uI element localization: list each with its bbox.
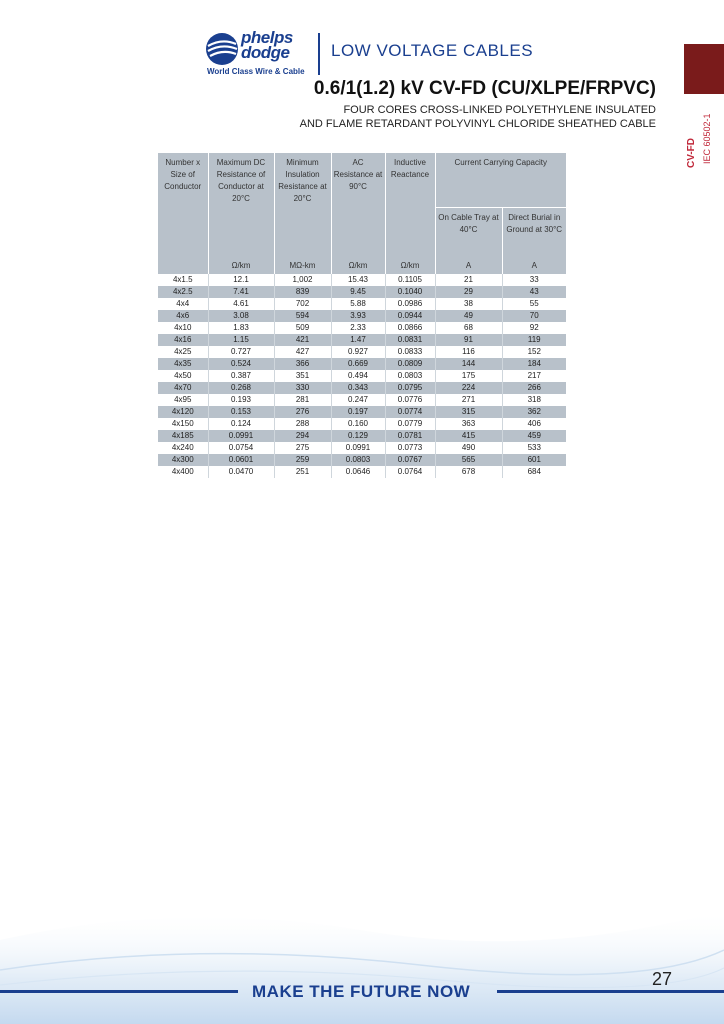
cell-reactance: 0.0866 <box>385 322 435 334</box>
cell-size: 4x70 <box>158 382 208 394</box>
col-header-cable-tray: On Cable Tray at 40°C <box>435 208 502 257</box>
cell-dc-resistance: 0.387 <box>208 370 274 382</box>
cell-size: 4x4 <box>158 298 208 310</box>
col-header-reactance: Inductive Reactance <box>385 153 435 256</box>
cell-insulation-resistance: 421 <box>274 334 331 346</box>
cell-cable-tray: 144 <box>435 358 502 370</box>
cell-reactance: 0.1040 <box>385 286 435 298</box>
cell-dc-resistance: 0.0991 <box>208 430 274 442</box>
col-header-dc-resistance: Maximum DC Resistance of Conductor at 20°C <box>208 153 274 256</box>
table-row <box>158 430 566 442</box>
cell-cable-tray: 38 <box>435 298 502 310</box>
cell-size: 4x95 <box>158 394 208 406</box>
cell-insulation-resistance: 330 <box>274 382 331 394</box>
cell-dc-resistance: 7.41 <box>208 286 274 298</box>
cell-direct-burial: 217 <box>527 371 541 380</box>
cell-size: 4x6 <box>158 310 208 322</box>
footer-slogan: MAKE THE FUTURE NOW <box>252 982 471 1001</box>
cell-cable-tray: 678 <box>435 466 502 478</box>
table-row <box>158 454 566 466</box>
cell-dc-resistance: 4.61 <box>208 298 274 310</box>
cell-ac-resistance: 5.88 <box>331 298 385 310</box>
cell-size: 4x50 <box>158 370 208 382</box>
table-row <box>158 298 566 310</box>
cell-ac-resistance: 0.129 <box>331 430 385 442</box>
cell-ac-resistance: 1.47 <box>331 334 385 346</box>
cell-cable-tray: 68 <box>435 322 502 334</box>
cell-insulation-resistance: 259 <box>274 454 331 466</box>
cell-cable-tray: 315 <box>435 406 502 418</box>
footer-line-left <box>0 990 238 993</box>
cell-reactance: 0.0764 <box>385 466 435 478</box>
cell-size: 4x185 <box>158 430 208 442</box>
globe-icon <box>205 32 239 66</box>
cell-size: 4x2.5 <box>158 286 208 298</box>
cell-dc-resistance: 0.0754 <box>208 442 274 454</box>
unit-dc-resistance: Ω/km <box>208 256 274 274</box>
table-row <box>158 466 566 478</box>
cell-size: 4x16 <box>158 334 208 346</box>
cell-dc-resistance: 0.524 <box>208 358 274 370</box>
cell-dc-resistance: 0.727 <box>208 346 274 358</box>
cell-reactance: 0.0774 <box>385 406 435 418</box>
cell-reactance: 0.0781 <box>385 430 435 442</box>
cell-insulation-resistance: 351 <box>274 370 331 382</box>
cell-size: 4x300 <box>158 454 208 466</box>
brand-name: phelps dodge <box>241 28 293 62</box>
cell-size: 4x25 <box>158 346 208 358</box>
cell-reactance: 0.1105 <box>385 274 435 286</box>
side-product-code: CV-FD <box>686 138 697 168</box>
table-row <box>158 358 566 370</box>
cell-cable-tray: 271 <box>435 394 502 406</box>
cell-cable-tray: 91 <box>435 334 502 346</box>
col-header-size: Number x Size of Conductor <box>158 153 208 256</box>
cell-insulation-resistance: 281 <box>274 394 331 406</box>
cell-dc-resistance: 0.153 <box>208 406 274 418</box>
cell-insulation-resistance: 839 <box>274 286 331 298</box>
cell-size: 4x35 <box>158 358 208 370</box>
cell-direct-burial: 119 <box>502 334 566 346</box>
cell-cable-tray: 415 <box>435 430 502 442</box>
cell-direct-burial: 362 <box>502 406 566 418</box>
table-row <box>158 394 566 406</box>
cell-direct-burial: 33 <box>529 275 539 284</box>
cell-direct-burial: 43 <box>502 286 566 298</box>
cell-direct-burial: 70 <box>502 310 566 322</box>
cell-cable-tray: 490 <box>435 442 502 454</box>
section-category: LOW VOLTAGE CABLES <box>331 41 534 60</box>
cell-size: 4x240 <box>158 442 208 454</box>
cell-direct-burial: 184 <box>502 358 566 370</box>
cell-ac-resistance: 0.247 <box>331 394 385 406</box>
cell-dc-resistance: 0.0601 <box>208 454 274 466</box>
table-row <box>158 442 566 454</box>
cell-direct-burial: 55 <box>529 299 539 308</box>
brand-tagline: World Class Wire & Cable <box>207 67 305 76</box>
header-divider <box>318 33 320 75</box>
cell-direct-burial: 459 <box>502 430 566 442</box>
cell-dc-resistance: 1.83 <box>208 322 274 334</box>
cell-reactance: 0.0986 <box>385 298 435 310</box>
cell-insulation-resistance: 275 <box>274 442 331 454</box>
cell-dc-resistance: 0.268 <box>208 382 274 394</box>
cell-size: 4x150 <box>158 418 208 430</box>
cell-insulation-resistance: 509 <box>274 322 331 334</box>
side-tab <box>684 44 724 94</box>
cell-direct-burial: 601 <box>502 454 566 466</box>
page-title: 0.6/1(1.2) kV CV-FD (CU/XLPE/FRPVC) <box>313 78 656 99</box>
table-row <box>158 418 566 430</box>
table-row <box>158 310 566 322</box>
unit-ac-resistance: Ω/km <box>331 256 385 274</box>
cell-size: 4x1.5 <box>158 274 208 286</box>
cell-reactance: 0.0776 <box>385 394 435 406</box>
footer-line-right <box>497 990 724 993</box>
cell-reactance: 0.0833 <box>385 346 435 358</box>
cell-ac-resistance: 0.197 <box>331 406 385 418</box>
cell-cable-tray: 224 <box>435 382 502 394</box>
cell-ac-resistance: 0.160 <box>331 418 385 430</box>
cell-reactance: 0.0795 <box>385 382 435 394</box>
cell-insulation-resistance: 594 <box>274 310 331 322</box>
cell-insulation-resistance: 702 <box>274 298 331 310</box>
cell-reactance: 0.0944 <box>385 310 435 322</box>
cell-reactance: 0.0803 <box>385 370 435 382</box>
cell-ac-resistance: 2.33 <box>331 322 385 334</box>
cell-cable-tray: 175 <box>435 370 502 382</box>
cell-dc-resistance: 3.08 <box>208 310 274 322</box>
cell-reactance: 0.0767 <box>385 454 435 466</box>
cell-ac-resistance: 3.93 <box>331 310 385 322</box>
table-row <box>158 346 566 358</box>
cell-dc-resistance: 0.124 <box>208 418 274 430</box>
spec-table <box>158 153 566 478</box>
table-row <box>158 334 566 346</box>
cell-ac-resistance: 0.669 <box>331 358 385 370</box>
cell-dc-resistance: 12.1 <box>208 274 274 286</box>
table-row <box>158 274 566 286</box>
cell-ac-resistance: 0.343 <box>331 382 385 394</box>
cell-ac-resistance: 0.494 <box>331 370 385 382</box>
cell-cable-tray: 565 <box>435 454 502 466</box>
cell-insulation-resistance: 427 <box>274 346 331 358</box>
cell-reactance: 0.0809 <box>385 358 435 370</box>
table-row <box>158 322 566 334</box>
cell-size: 4x120 <box>158 406 208 418</box>
subtitle-line-1: FOUR CORES CROSS-LINKED POLYETHYLENE INSULATED <box>343 104 656 116</box>
cell-insulation-resistance: 294 <box>274 430 331 442</box>
col-header-direct-burial: Direct Burial in Ground at 30°C <box>502 208 566 257</box>
col-header-ac-resistance: AC Resistance at 90°C <box>331 153 385 256</box>
table-row <box>158 370 566 382</box>
cell-ac-resistance: 15.43 <box>331 274 385 286</box>
unit-insulation-resistance: MΩ-km <box>274 256 331 274</box>
cell-direct-burial: 684 <box>527 467 541 476</box>
cell-size: 4x10 <box>158 322 208 334</box>
cell-direct-burial: 318 <box>527 395 541 404</box>
footer-wave-decoration <box>0 880 724 1024</box>
cell-reactance: 0.0831 <box>385 334 435 346</box>
cell-direct-burial: 533 <box>527 443 541 452</box>
table-row <box>158 406 566 418</box>
cell-dc-resistance: 0.193 <box>208 394 274 406</box>
cell-cable-tray: 21 <box>435 274 502 286</box>
subtitle-line-2: AND FLAME RETARDANT POLYVINYL CHLORIDE SHEATHED CABLE <box>299 118 656 130</box>
cell-ac-resistance: 0.927 <box>331 346 385 358</box>
table-row <box>158 382 566 394</box>
cell-ac-resistance: 0.0803 <box>331 454 385 466</box>
cell-ac-resistance: 0.0646 <box>331 466 385 478</box>
table-row <box>158 286 566 298</box>
cell-direct-burial: 152 <box>527 347 541 356</box>
cell-direct-burial: 266 <box>502 382 566 394</box>
cell-cable-tray: 116 <box>435 346 502 358</box>
cell-reactance: 0.0773 <box>385 442 435 454</box>
unit-reactance: Ω/km <box>385 256 435 274</box>
unit-direct-burial: A <box>502 256 566 274</box>
cell-reactance: 0.0779 <box>385 418 435 430</box>
cell-insulation-resistance: 1,002 <box>274 274 331 286</box>
page-subtitle <box>300 103 656 131</box>
cell-insulation-resistance: 276 <box>274 406 331 418</box>
units-row <box>158 256 566 274</box>
cell-insulation-resistance: 251 <box>274 466 331 478</box>
cell-dc-resistance: 1.15 <box>208 334 274 346</box>
brand-logo <box>205 30 305 78</box>
side-standard: IEC 60502-1 <box>702 113 712 164</box>
cell-cable-tray: 363 <box>435 418 502 430</box>
unit-cable-tray: A <box>435 256 502 274</box>
col-header-capacity: Current Carrying Capacity <box>435 153 566 208</box>
cell-cable-tray: 29 <box>435 286 502 298</box>
spec-table-body <box>158 274 566 478</box>
cell-cable-tray: 49 <box>435 310 502 322</box>
cell-ac-resistance: 0.0991 <box>331 442 385 454</box>
unit-size <box>158 256 208 274</box>
col-header-insulation-resistance: Minimum Insulation Resistance at 20°C <box>274 153 331 256</box>
cell-ac-resistance: 9.45 <box>331 286 385 298</box>
cell-direct-burial: 406 <box>527 419 541 428</box>
page-number: 27 <box>652 969 673 989</box>
cell-insulation-resistance: 366 <box>274 358 331 370</box>
cell-dc-resistance: 0.0470 <box>208 466 274 478</box>
cell-direct-burial: 92 <box>529 323 539 332</box>
cell-insulation-resistance: 288 <box>274 418 331 430</box>
cell-size: 4x400 <box>158 466 208 478</box>
header-row <box>158 153 566 208</box>
